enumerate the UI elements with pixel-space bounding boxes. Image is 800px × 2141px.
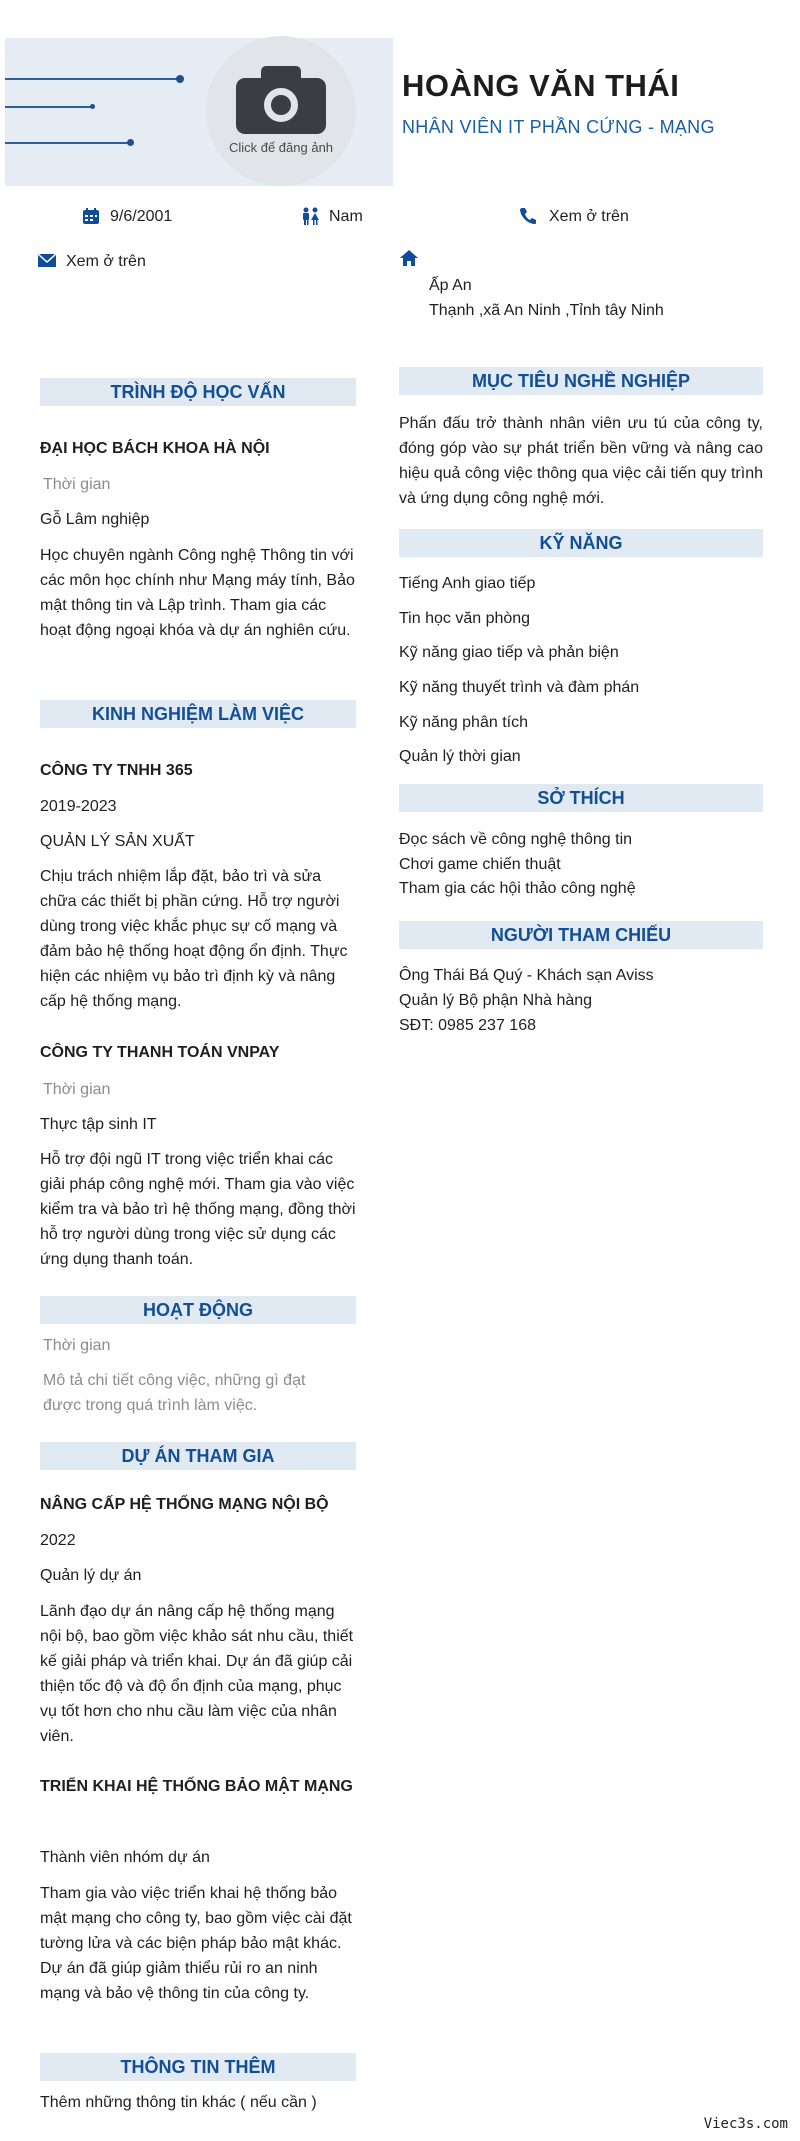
project-description: Lãnh đạo dự án nâng cấp hệ thống mạng nội bộ, bao gồm việc khảo sát nhu cầu, thiết kế giải pháp và triển khai. Dự án đã giúp cải thiện tốc độ và độ ổn định của mạng, phục vụ tốt hơn cho nhu cầu làm việc của nhân viên.	[40, 1603, 354, 1745]
hobby-item: Đọc sách về công nghệ thông tin	[399, 831, 633, 848]
education-major: Gỗ Lâm nghiệp	[40, 511, 150, 528]
section-heading-extra: THÔNG TIN THÊM	[40, 2053, 356, 2081]
phone-value: Xem ở trên	[549, 208, 629, 225]
gender-value: Nam	[329, 208, 363, 225]
decor-line	[5, 78, 180, 80]
education-school: ĐẠI HỌC BÁCH KHOA HÀ NỘI	[40, 440, 270, 457]
section-heading-references: NGƯỜI THAM CHIẾU	[399, 921, 763, 949]
reference-line: Quản lý Bộ phận Nhà hàng	[399, 992, 593, 1009]
skill-item: Tin học văn phòng	[399, 610, 531, 627]
project-description: Tham gia vào việc triển khai hệ thống bảo mật mạng cho công ty, bao gồm việc cài đặt tường lửa và các biện pháp bảo mật khác. Dự án đã giúp giảm thiểu rủi ro an ninh mạng và bảo vệ thông tin của công ty.	[40, 1885, 352, 2002]
hobby-item: Tham gia các hội thảo công nghệ	[399, 880, 636, 897]
hobby-item: Chơi game chiến thuật	[399, 856, 561, 873]
reference-line: SĐT: 0985 237 168	[399, 1017, 536, 1034]
address-line-1: Ấp An	[429, 277, 472, 294]
email-value: Xem ở trên	[66, 253, 146, 270]
section-heading-activities: HOẠT ĐỘNG	[40, 1296, 356, 1324]
decor-dot	[176, 75, 184, 83]
job-title: NHÂN VIÊN IT PHẦN CỨNG - MẠNG	[402, 117, 715, 137]
job-description: Hỗ trợ đội ngũ IT trong việc triển khai các giải pháp công nghệ mới. Tham gia vào việc kiểm tra và bảo trì hệ thống mạng, đồng thời hỗ trợ người dùng trong việc sử dụng các ứng dụng thanh toán.	[40, 1151, 356, 1268]
skill-item: Tiếng Anh giao tiếp	[399, 575, 536, 592]
photo-upload[interactable]	[206, 36, 356, 186]
people-icon	[301, 207, 321, 229]
education-description: Học chuyên ngành Công nghệ Thông tin với các môn học chính như Mạng máy tính, Bảo mật thông tin và Lập trình. Tham gia các hoạt động ngoại khóa và dự án nghiên cứu.	[40, 547, 355, 639]
activity-time: Thời gian	[43, 1337, 111, 1354]
job-company: CÔNG TY THANH TOÁN VNPAY	[40, 1044, 280, 1061]
job-time: Thời gian	[43, 1081, 111, 1098]
dob-value: 9/6/2001	[110, 208, 173, 225]
section-heading-education: TRÌNH ĐỘ HỌC VẤN	[40, 378, 356, 406]
decor-line	[5, 142, 130, 144]
phone-icon	[519, 207, 537, 229]
extra-text: Thêm những thông tin khác ( nếu cần )	[40, 2094, 317, 2111]
skill-item: Kỹ năng giao tiếp và phản biện	[399, 644, 619, 661]
job-description: Chịu trách nhiệm lắp đặt, bảo trì và sửa chữa các thiết bị phần cứng. Hỗ trợ người dùng trong việc khắc phục sự cố mạng và đảm bảo hệ thống hoạt động ổn định. Thực hiện các nhiệm vụ bảo trì định kỳ và nâng cấp hệ thống mạng.	[40, 868, 348, 1010]
job-position: QUẢN LÝ SẢN XUẤT	[40, 833, 195, 850]
project-role: Thành viên nhóm dự án	[40, 1849, 210, 1866]
activity-description: Mô tả chi tiết công việc, những gì đạt được trong quá trình làm việc.	[43, 1372, 306, 1414]
project-name: NÂNG CẤP HỆ THỐNG MẠNG NỘI BỘ	[40, 1496, 329, 1513]
camera-lens	[264, 88, 298, 122]
calendar-icon	[82, 207, 100, 229]
education-time: Thời gian	[43, 476, 111, 493]
decor-dot	[90, 104, 95, 109]
objective-text: Phấn đấu trở thành nhân viên ưu tú của công ty, đóng góp vào sự phát triển bền vững và nâng cao hiệu quả công việc thông qua việc cải tiến quy trình và ứng dụng công nghệ mới.	[399, 415, 763, 507]
reference-line: Ông Thái Bá Quý - Khách sạn Aviss	[399, 967, 654, 984]
decor-dot	[127, 139, 134, 146]
project-name: TRIỂN KHAI HỆ THỐNG BẢO MẬT MẠNG	[40, 1778, 353, 1795]
job-company: CÔNG TY TNHH 365	[40, 762, 193, 779]
footer-brand: Viec3s.com	[703, 2116, 788, 2132]
skill-item: Kỹ năng phân tích	[399, 714, 528, 731]
section-heading-experience: KINH NGHIỆM LÀM VIỆC	[40, 700, 356, 728]
section-heading-projects: DỰ ÁN THAM GIA	[40, 1442, 356, 1470]
section-heading-objective: MỤC TIÊU NGHỀ NGHIỆP	[399, 367, 763, 395]
section-heading-hobbies: SỞ THÍCH	[399, 784, 763, 812]
home-icon	[399, 249, 419, 271]
job-time: 2019-2023	[40, 798, 117, 815]
project-role: Quản lý dự án	[40, 1567, 142, 1584]
section-heading-skills: KỸ NĂNG	[399, 529, 763, 557]
skill-item: Kỹ năng thuyết trình và đàm phán	[399, 679, 640, 696]
decor-line	[5, 106, 93, 108]
skill-item: Quản lý thời gian	[399, 748, 521, 765]
job-position: Thực tập sinh IT	[40, 1116, 157, 1133]
mail-icon	[38, 252, 56, 272]
photo-caption: Click để đăng ảnh	[228, 140, 334, 155]
address-line-2: Thạnh ,xã An Ninh ,Tỉnh tây Ninh	[429, 302, 664, 319]
candidate-name: HOÀNG VĂN THÁI	[402, 68, 680, 103]
project-time: 2022	[40, 1532, 76, 1549]
